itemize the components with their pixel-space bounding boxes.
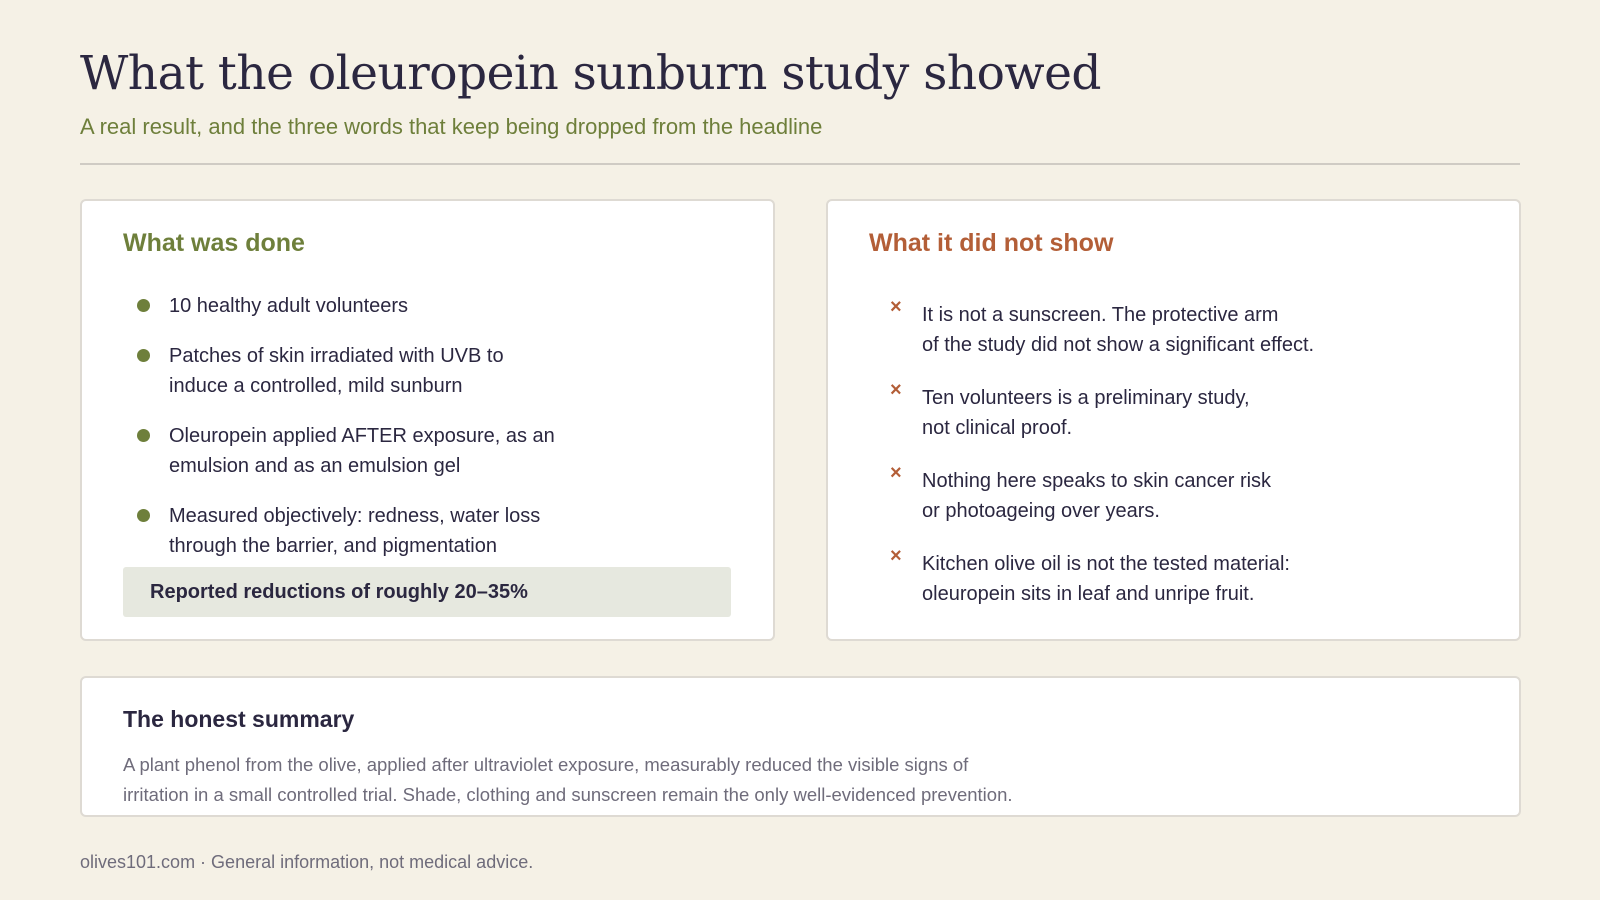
footer-note: olives101.com · General information, not medical advice. [80,852,534,872]
list-item [869,296,1489,360]
list-item-line: It is not a sunscreen. The protective arm [922,304,1279,326]
honest-summary-card [80,676,1521,817]
list-item-line: not clinical proof. [922,417,1073,439]
bullet-dot-icon [137,429,150,442]
list-item-line: induce a controlled, mild sunburn [169,375,463,397]
list-item-line: oleuropein sits in leaf and unripe fruit. [922,583,1255,605]
list-item [123,341,723,401]
what-it-did-not-show-heading: What it did not show [869,229,1114,257]
what-it-did-not-show-list [869,296,1489,632]
list-item [123,501,723,561]
summary-line: irritation in a small controlled trial. Shade, clothing and sunscreen remain the only well-evidenced prevention. [123,784,1013,805]
bullet-dot-icon [137,349,150,362]
list-item-line: Kitchen olive oil is not the tested material: [922,553,1290,575]
list-item [123,291,723,321]
cross-icon: × [890,379,902,401]
list-item [869,545,1489,609]
list-item-line: of the study did not show a significant effect. [922,334,1315,356]
list-item-line: Nothing here speaks to skin cancer risk [922,470,1272,492]
list-item-line: Patches of skin irradiated with UVB to [169,345,504,367]
list-item-line: 10 healthy adult volunteers [169,295,409,317]
list-item-line: Measured objectively: redness, water loss [169,505,541,527]
list-item-line: Oleuropein applied AFTER exposure, as an [169,425,555,447]
list-item [123,421,723,481]
list-item-line: through the barrier, and pigmentation [169,535,497,557]
what-was-done-card [80,199,775,641]
what-was-done-list [123,291,723,581]
list-item [869,379,1489,443]
reductions-callout: Reported reductions of roughly 20–35% [123,567,731,617]
cross-icon: × [890,545,902,567]
what-it-did-not-show-card [826,199,1521,641]
header-divider [80,163,1520,165]
list-item-line: Ten volunteers is a preliminary study, [922,387,1250,409]
page-title: What the oleuropein sunburn study showed [80,46,1102,101]
what-was-done-heading: What was done [123,229,305,257]
bullet-dot-icon [137,299,150,312]
list-item [869,462,1489,526]
cross-icon: × [890,462,902,484]
bullet-dot-icon [137,509,150,522]
honest-summary-text [123,750,1123,810]
summary-line: A plant phenol from the olive, applied after ultraviolet exposure, measurably reduced the visible signs of [123,754,969,775]
page-subtitle: A real result, and the three words that keep being dropped from the headline [80,114,823,139]
list-item-line: emulsion and as an emulsion gel [169,455,461,477]
honest-summary-heading: The honest summary [123,706,355,732]
list-item-line: or photoageing over years. [922,500,1160,522]
cross-icon: × [890,296,902,318]
